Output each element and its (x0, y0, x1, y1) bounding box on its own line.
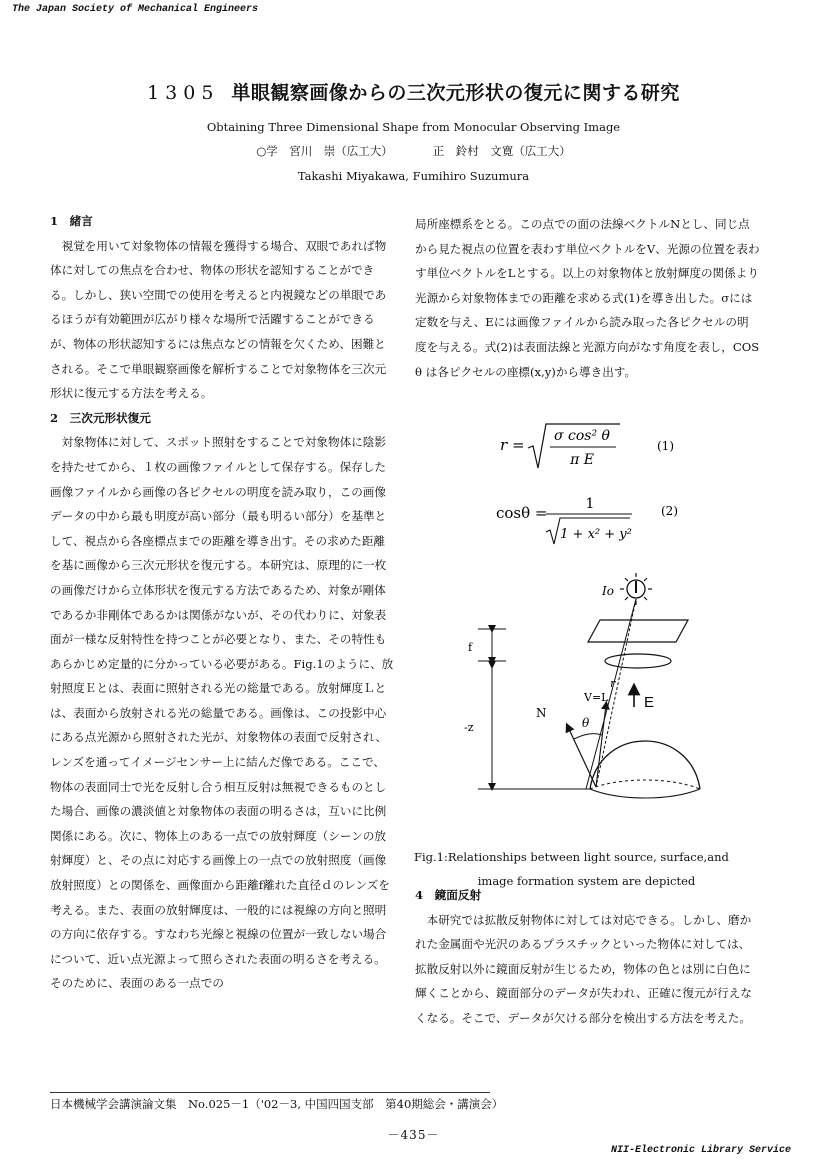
paper-number: 1305 (147, 82, 220, 104)
label-f: f (468, 641, 473, 654)
equation-1 (480, 418, 740, 478)
image-plane (588, 620, 688, 642)
eq1-denominator: π E (570, 452, 594, 468)
section-2-heading: 2 三次元形状復元 (50, 410, 151, 425)
section-2-body: 対象物体に対して、スポット照射をすることで対象物体に陰影を持たせてから、１枚の画像ファイルとして保存する。保存した画像ファイルから画像の各ピクセルの明度を読み取り，この画像データの中から最も明度が高い部分（最も明るい部分）を基準として、視点から各座標点までの距離を導き出す。その求めた距離を基に画像から三次元形状を復元する。本研究は、原理的に一枚の画像だけから立体形状を復元する方法であるため、対象が剛体であるか非剛体であるかは関係がないが、その代わりに、対象表面が一様な反射特性を持つことが必要となり、また、その特性もあらかじめ定量的に分かっている必要がある。Fig.1のように、放射照度Ｅとは、表面に照射される光の総量である。放射輝度Ｌとは、表面から放射される光の総量である。画像は、この投影中心にある点光源から照射された光が、対象物体の表面で反射され、レンズを通ってイメージセンサー上に結んだ像である。ここで、物体の表面同士で光を反射し合う相互反射は無視できるものとした場合、画像の濃淡値と対象物体の表面の明るさは，互いに比例関係にある。次に、物体上のある一点での放射輝度（シーンの放射輝度）と、その点に対応する画像上の一点での放射照度（画像放射照度）との関係を、画像面から距離f離れた直径ｄのレンズを考える。また、表面の放射輝度は、一般的には視線の方向と照明の方向に依存する。すなわち光線と視線の位置が一致しない場合について、近い点光源よって照らされた表面の明るさを考える。そのために、表面のある一点での (50, 435, 394, 991)
society-header: The Japan Society of Mechanical Engineers (12, 4, 259, 15)
dimension-f (478, 629, 506, 661)
paper-title-text: 単眼観察画像からの三次元形状の復元に関する研究 (231, 82, 680, 104)
footer-divider (50, 1092, 490, 1093)
english-title: Obtaining Three Dimensional Shape from Monocular Observing Image (206, 120, 621, 134)
caption-line-1: Fig.1:Relationships between light source, surface,and (414, 850, 729, 864)
lens (605, 654, 671, 668)
label-theta: θ (582, 716, 590, 730)
dimension-z (478, 665, 590, 789)
eq2-denominator: 1 + x² + y² (560, 527, 632, 542)
hemisphere-base-back (590, 780, 700, 789)
section-4-heading: 4 鏡面反射 (415, 888, 482, 902)
eq1-lhs: r = (500, 436, 525, 454)
right-column (415, 212, 760, 384)
label-e: E (644, 694, 655, 711)
section-1-heading: 1 緒言 (50, 214, 93, 228)
right-column-body: 局所座標系をとる。この点での面の法線ベクトルNとし、同じ点から見た視点の位置を表わす単位ベクトルをV、光源の位置を表わす単位ベクトルをLとする。以上の対象物体と放射輝度の関係より光源から対象物体までの距離を求める式(1)を導き出した。σには定数を与え、Eには画像ファイルから読み取った各ピクセルの明度を与える。式(2)は表面法線と光源方向がなす角度を表し，COS θ は各ピクセルの座標(x,y)から導き出す。 (415, 217, 760, 379)
label-n: N (536, 706, 547, 720)
right-column-section-4 (415, 883, 760, 1031)
label-io: Io (602, 584, 614, 598)
author-first: ○学 宮川 崇（広工大） (256, 144, 393, 158)
authors-japanese (0, 143, 827, 159)
figure-1 (450, 565, 750, 840)
caption-line-2: image formation system are depicted (477, 874, 696, 888)
author-second: 正 鈴村 文寛（広工大） (432, 144, 571, 158)
eq2-label: (2) (661, 504, 678, 518)
angle-arc (574, 734, 602, 739)
section-4-body: 本研究では拡散反射物体に対しては対応できる。しかし、磨かれた金属面や光沢のあるプラスチックといった物体に対しては、拡散反射以外に鏡面反射が生じるため，物体の色とは別に白色に輝くことから、鏡面部分のデータが失われ、正確に復元が行えなくなる。そこで、データが欠ける部分を検出する方法を考えた。 (415, 912, 752, 1025)
library-service-label: NII-Electronic Library Service (611, 1145, 792, 1156)
authors-english: Takashi Miyakawa, Fumihiro Suzumura (297, 169, 530, 183)
label-vl: V=L (584, 691, 609, 704)
hemisphere-base-front (590, 789, 700, 798)
label-r: r (610, 677, 616, 690)
page-number: －435－ (387, 1128, 440, 1142)
label-z: -z (464, 721, 474, 734)
equation-2 (480, 488, 740, 550)
eq2-lhs: cosθ = (496, 504, 548, 522)
left-column (50, 209, 395, 996)
section-1-body: 視覚を用いて対象物体の情報を獲得する場合、双眼であれば物体に対しての焦点を合わせ、物体の形状を認知することができる。しかし、狭い空間での使用を考えると内視鏡などの単眼であるほうが有効範囲が広がり様々な場所で活躍することができるが、物体の形状認知するには焦点などの情報を欠くため、困難とされる。そこで単眼観察画像を解析することで対象物体を三次元形状に復元する方法を考える。 (50, 238, 387, 401)
eq1-numerator: σ cos² θ (554, 428, 610, 444)
hemisphere-object (590, 741, 700, 789)
eq2-numerator: 1 (585, 496, 595, 512)
paper-title (0, 78, 827, 105)
proceedings-footer: 日本機械学会講演論文集 No.025－1（'02－3, 中国四国支部 第40期総会・講演会） (50, 1097, 504, 1111)
eq1-label: (1) (657, 439, 674, 453)
